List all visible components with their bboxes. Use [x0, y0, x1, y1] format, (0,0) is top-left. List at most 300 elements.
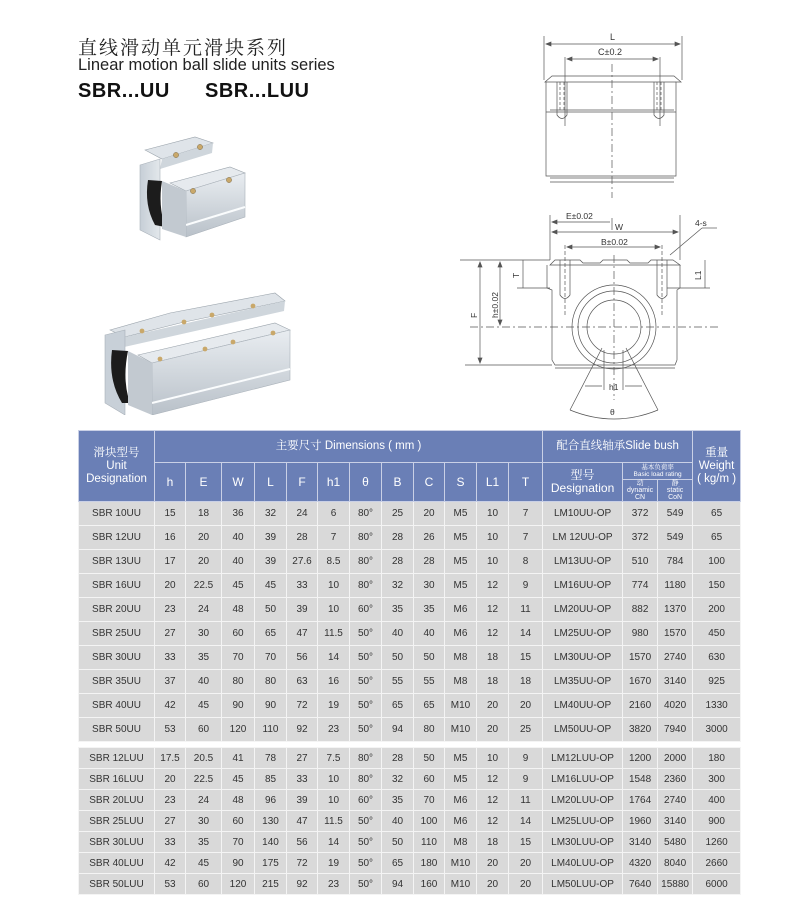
- table-cell: 65: [693, 502, 741, 526]
- cell-unit-designation: SBR 25LUU: [79, 811, 155, 832]
- table-cell: 2360: [658, 769, 693, 790]
- cell-unit-designation: SBR 40LUU: [79, 853, 155, 874]
- header-col-C: C: [414, 463, 445, 502]
- table-cell: 7640: [623, 874, 658, 895]
- table-cell: 80: [414, 718, 445, 742]
- cell-bush-designation: LM20UU-OP: [543, 598, 623, 622]
- table-cell: 80°: [350, 574, 382, 598]
- table-row-uu: [79, 550, 741, 574]
- table-cell: 53: [155, 874, 186, 895]
- specification-table: [78, 430, 741, 895]
- table-cell: 3000: [693, 718, 741, 742]
- table-cell: 10: [318, 790, 350, 811]
- header-dynamic-en: dynamic: [627, 487, 654, 494]
- cell-bush-designation: LM16LUU-OP: [543, 769, 623, 790]
- table-cell: 300: [693, 769, 741, 790]
- table-cell: 60: [186, 874, 222, 895]
- table-cell: M5: [445, 502, 477, 526]
- header-weight-en: Weight: [698, 459, 735, 472]
- table-cell: 65: [382, 694, 414, 718]
- table-cell: 27: [155, 811, 186, 832]
- table-cell: 55: [382, 670, 414, 694]
- table-cell: 11.5: [318, 622, 350, 646]
- table-cell: 50°: [350, 670, 382, 694]
- table-cell: 20: [509, 853, 543, 874]
- table-cell: 1330: [693, 694, 741, 718]
- table-cell: 50°: [350, 832, 382, 853]
- table-cell: 110: [414, 832, 445, 853]
- header-unit-en2: Designation: [86, 472, 147, 485]
- header-dynamic-cn: 动: [636, 480, 644, 487]
- header-static-en: static: [666, 487, 684, 494]
- table-cell: 7.5: [318, 748, 350, 769]
- header-col-h: h: [155, 463, 186, 502]
- cell-bush-designation: LM 12UU-OP: [543, 526, 623, 550]
- table-cell: 30: [186, 811, 222, 832]
- header-col-L1: L1: [477, 463, 509, 502]
- cell-unit-designation: SBR 35UU: [79, 670, 155, 694]
- table-cell: 37: [155, 670, 186, 694]
- label-h: h±0.02: [490, 292, 500, 318]
- table-cell: 39: [287, 790, 318, 811]
- cell-bush-designation: LM50UU-OP: [543, 718, 623, 742]
- header-col-h1: h1: [318, 463, 350, 502]
- table-cell: 3140: [658, 811, 693, 832]
- table-cell: 10: [477, 502, 509, 526]
- table-cell: 12: [477, 811, 509, 832]
- cell-bush-designation: LM30UU-OP: [543, 646, 623, 670]
- header-bush-type-cn: 型号: [570, 468, 595, 482]
- table-cell: 12: [477, 622, 509, 646]
- header-unit-en1: Unit: [106, 459, 127, 472]
- label-theta: θ: [610, 407, 615, 417]
- table-cell: 200: [693, 598, 741, 622]
- table-cell: M6: [445, 622, 477, 646]
- table-row-luu: [79, 769, 741, 790]
- table-cell: 65: [382, 853, 414, 874]
- table-cell: 60°: [350, 598, 382, 622]
- cell-bush-designation: LM35UU-OP: [543, 670, 623, 694]
- table-cell: 1548: [623, 769, 658, 790]
- table-cell: 30: [186, 622, 222, 646]
- table-row-luu: [79, 874, 741, 895]
- cell-unit-designation: SBR 25UU: [79, 622, 155, 646]
- table-cell: 15880: [658, 874, 693, 895]
- table-cell: 45: [255, 574, 287, 598]
- table-cell: M10: [445, 694, 477, 718]
- table-cell: 39: [255, 526, 287, 550]
- table-cell: 20: [186, 550, 222, 574]
- table-row-uu: [79, 670, 741, 694]
- table-cell: 180: [414, 853, 445, 874]
- header-weight-cn: 重量: [705, 446, 729, 459]
- cell-bush-designation: LM10UU-OP: [543, 502, 623, 526]
- table-cell: 72: [287, 694, 318, 718]
- table-cell: M5: [445, 550, 477, 574]
- header-weight: [693, 431, 741, 502]
- table-cell: 175: [255, 853, 287, 874]
- table-cell: 33: [155, 832, 186, 853]
- table-cell: 10: [477, 550, 509, 574]
- table-cell: 372: [623, 526, 658, 550]
- table-cell: 120: [222, 874, 255, 895]
- header-dimensions: 主要尺寸 Dimensions ( mm ): [155, 431, 543, 463]
- table-cell: 42: [155, 853, 186, 874]
- product-photo-sbr-uu: [130, 125, 280, 250]
- table-cell: M8: [445, 670, 477, 694]
- table-cell: 882: [623, 598, 658, 622]
- table-cell: 549: [658, 526, 693, 550]
- table-row-luu: [79, 748, 741, 769]
- table-cell: 47: [287, 811, 318, 832]
- table-cell: 17: [155, 550, 186, 574]
- table-cell: M5: [445, 769, 477, 790]
- table-cell: 18: [477, 832, 509, 853]
- table-cell: 85: [255, 769, 287, 790]
- table-cell: 50°: [350, 646, 382, 670]
- table-cell: 10: [477, 748, 509, 769]
- table-cell: 980: [623, 622, 658, 646]
- table-cell: 45: [186, 694, 222, 718]
- front-view-drawing: [455, 200, 725, 420]
- table-cell: 20: [477, 853, 509, 874]
- table-cell: M10: [445, 874, 477, 895]
- table-cell: 50°: [350, 811, 382, 832]
- table-cell: 70: [255, 646, 287, 670]
- table-cell: 60: [186, 718, 222, 742]
- table-cell: 3820: [623, 718, 658, 742]
- label-L: L: [610, 32, 616, 42]
- table-cell: 20: [414, 502, 445, 526]
- header-load-rating: [623, 463, 693, 502]
- series-label-luu: SBR...LUU: [205, 80, 310, 102]
- table-cell: 7: [509, 502, 543, 526]
- table-cell: 22.5: [186, 769, 222, 790]
- table-cell: 23: [155, 790, 186, 811]
- table-cell: 50°: [350, 622, 382, 646]
- table-cell: 22.5: [186, 574, 222, 598]
- table-cell: 23: [155, 598, 186, 622]
- table-cell: 4320: [623, 853, 658, 874]
- table-cell: 17.5: [155, 748, 186, 769]
- cell-unit-designation: SBR 20LUU: [79, 790, 155, 811]
- table-cell: 19: [318, 694, 350, 718]
- table-cell: 25: [382, 502, 414, 526]
- table-cell: 70: [222, 832, 255, 853]
- cell-unit-designation: SBR 30UU: [79, 646, 155, 670]
- header-col-theta: θ: [350, 463, 382, 502]
- table-cell: 50: [382, 832, 414, 853]
- cell-unit-designation: SBR 16UU: [79, 574, 155, 598]
- table-cell: 774: [623, 574, 658, 598]
- table-cell: 20: [155, 769, 186, 790]
- header-col-F: F: [287, 463, 318, 502]
- table-cell: 40: [222, 526, 255, 550]
- header-col-W: W: [222, 463, 255, 502]
- table-cell: 20: [477, 874, 509, 895]
- table-cell: 1180: [658, 574, 693, 598]
- table-cell: 400: [693, 790, 741, 811]
- table-cell: 45: [186, 853, 222, 874]
- header-static-sym: CoN: [668, 494, 683, 501]
- table-cell: 4020: [658, 694, 693, 718]
- table-cell: 30: [414, 574, 445, 598]
- table-cell: 3140: [658, 670, 693, 694]
- header-weight-unit: ( kg/m ): [697, 472, 737, 485]
- table-cell: 39: [255, 550, 287, 574]
- header-slide-bush: 配合直线轴承Slide bush: [543, 431, 693, 463]
- table-row-luu: [79, 811, 741, 832]
- table-cell: 50: [414, 646, 445, 670]
- table-cell: 9: [509, 574, 543, 598]
- table-cell: 50: [414, 748, 445, 769]
- table-cell: 24: [287, 502, 318, 526]
- table-cell: 20: [509, 694, 543, 718]
- cell-bush-designation: LM40LUU-OP: [543, 853, 623, 874]
- table-cell: 10: [477, 526, 509, 550]
- label-C: C±0.2: [598, 47, 622, 57]
- table-cell: 96: [255, 790, 287, 811]
- table-cell: 80°: [350, 550, 382, 574]
- table-row-uu: [79, 694, 741, 718]
- table-cell: 50°: [350, 874, 382, 895]
- table-cell: 9: [509, 748, 543, 769]
- header-col-B: B: [382, 463, 414, 502]
- table-cell: 50: [255, 598, 287, 622]
- table-cell: 80: [222, 670, 255, 694]
- table-cell: 90: [222, 853, 255, 874]
- table-cell: 33: [287, 574, 318, 598]
- table-cell: 56: [287, 646, 318, 670]
- table-cell: 92: [287, 718, 318, 742]
- table-cell: 90: [222, 694, 255, 718]
- table-row-uu: [79, 526, 741, 550]
- table-cell: 7: [509, 526, 543, 550]
- table-cell: 14: [318, 832, 350, 853]
- table-cell: 11.5: [318, 811, 350, 832]
- table-cell: 40: [382, 811, 414, 832]
- header-col-T: T: [509, 463, 543, 502]
- table-cell: 100: [693, 550, 741, 574]
- table-cell: 5480: [658, 832, 693, 853]
- table-cell: 40: [222, 550, 255, 574]
- cell-bush-designation: LM40UU-OP: [543, 694, 623, 718]
- table-cell: 18: [477, 670, 509, 694]
- table-cell: 70: [414, 790, 445, 811]
- table-row-uu: [79, 598, 741, 622]
- label-4s: 4-s: [695, 218, 707, 228]
- table-row-luu: [79, 790, 741, 811]
- table-cell: 80: [255, 670, 287, 694]
- table-cell: 23: [318, 718, 350, 742]
- label-L1: L1: [693, 270, 703, 280]
- table-cell: 27: [287, 748, 318, 769]
- header-unit-cn: 滑块型号: [93, 446, 140, 459]
- table-cell: 26: [414, 526, 445, 550]
- table-cell: 39: [287, 598, 318, 622]
- table-cell: 27: [155, 622, 186, 646]
- table-cell: 925: [693, 670, 741, 694]
- table-cell: 2660: [693, 853, 741, 874]
- table-cell: M10: [445, 853, 477, 874]
- table-cell: 80°: [350, 502, 382, 526]
- table-cell: 40: [414, 622, 445, 646]
- table-cell: 2000: [658, 748, 693, 769]
- table-cell: 19: [318, 853, 350, 874]
- table-cell: 35: [414, 598, 445, 622]
- table-cell: 92: [287, 874, 318, 895]
- table-cell: 20: [509, 874, 543, 895]
- table-cell: 35: [382, 790, 414, 811]
- table-cell: 35: [186, 832, 222, 853]
- table-cell: 1260: [693, 832, 741, 853]
- table-cell: 20: [477, 694, 509, 718]
- cell-unit-designation: SBR 40UU: [79, 694, 155, 718]
- table-cell: 36: [222, 502, 255, 526]
- table-cell: 8040: [658, 853, 693, 874]
- table-cell: 41: [222, 748, 255, 769]
- label-E: E±0.02: [566, 211, 593, 221]
- table-cell: 47: [287, 622, 318, 646]
- table-row-luu: [79, 832, 741, 853]
- header-load-cn: 基本负荷率: [641, 464, 674, 471]
- table-cell: 65: [693, 526, 741, 550]
- table-cell: 60: [414, 769, 445, 790]
- table-cell: 510: [623, 550, 658, 574]
- table-cell: 53: [155, 718, 186, 742]
- table-cell: 120: [222, 718, 255, 742]
- table-cell: M5: [445, 574, 477, 598]
- table-cell: 60°: [350, 790, 382, 811]
- table-cell: 27.6: [287, 550, 318, 574]
- table-cell: 14: [509, 622, 543, 646]
- table-cell: 18: [186, 502, 222, 526]
- table-cell: 1670: [623, 670, 658, 694]
- table-cell: 23: [318, 874, 350, 895]
- label-T: T: [511, 272, 521, 278]
- table-cell: 25: [509, 718, 543, 742]
- table-cell: 65: [414, 694, 445, 718]
- table-row-uu: [79, 718, 741, 742]
- table-cell: 549: [658, 502, 693, 526]
- table-cell: 784: [658, 550, 693, 574]
- table-cell: 20: [155, 574, 186, 598]
- table-cell: 900: [693, 811, 741, 832]
- cell-unit-designation: SBR 50UU: [79, 718, 155, 742]
- table-cell: 50: [382, 646, 414, 670]
- table-cell: 140: [255, 832, 287, 853]
- table-cell: 3140: [623, 832, 658, 853]
- table-cell: 50°: [350, 718, 382, 742]
- table-cell: 33: [155, 646, 186, 670]
- table-cell: M8: [445, 832, 477, 853]
- table-cell: M6: [445, 598, 477, 622]
- product-photo-sbr-luu: [100, 285, 320, 415]
- table-row-uu: [79, 622, 741, 646]
- cell-unit-designation: SBR 30LUU: [79, 832, 155, 853]
- cell-unit-designation: SBR 16LUU: [79, 769, 155, 790]
- table-cell: 15: [155, 502, 186, 526]
- table-cell: 55: [414, 670, 445, 694]
- table-cell: 18: [477, 646, 509, 670]
- table-cell: 15: [509, 832, 543, 853]
- table-cell: 10: [318, 769, 350, 790]
- table-row-uu: [79, 574, 741, 598]
- table-row-uu: [79, 502, 741, 526]
- table-cell: 20: [186, 526, 222, 550]
- cell-bush-designation: LM50LUU-OP: [543, 874, 623, 895]
- header-col-E: E: [186, 463, 222, 502]
- table-cell: 130: [255, 811, 287, 832]
- table-cell: 33: [287, 769, 318, 790]
- table-cell: 28: [414, 550, 445, 574]
- header-dynamic-sym: CN: [635, 494, 646, 501]
- table-cell: 45: [222, 574, 255, 598]
- table-cell: 35: [186, 646, 222, 670]
- table-cell: 50°: [350, 853, 382, 874]
- title-chinese: 直线滑动单元滑块系列: [78, 37, 289, 59]
- table-cell: 450: [693, 622, 741, 646]
- table-cell: 78: [255, 748, 287, 769]
- table-cell: 24: [186, 598, 222, 622]
- cell-bush-designation: LM30LUU-OP: [543, 832, 623, 853]
- table-cell: 50°: [350, 694, 382, 718]
- table-cell: 1960: [623, 811, 658, 832]
- header-bush-type-en: Designation: [550, 481, 615, 495]
- table-cell: 32: [382, 574, 414, 598]
- table-cell: 45: [222, 769, 255, 790]
- cell-unit-designation: SBR 50LUU: [79, 874, 155, 895]
- header-col-S: S: [445, 463, 477, 502]
- table-cell: 8: [509, 550, 543, 574]
- table-cell: 1370: [658, 598, 693, 622]
- cell-bush-designation: LM12LUU-OP: [543, 748, 623, 769]
- table-cell: 15: [509, 646, 543, 670]
- table-cell: 1764: [623, 790, 658, 811]
- table-cell: 11: [509, 598, 543, 622]
- table-cell: M6: [445, 790, 477, 811]
- table-cell: 150: [693, 574, 741, 598]
- label-F: F: [469, 312, 479, 318]
- cell-bush-designation: LM13UU-OP: [543, 550, 623, 574]
- table-cell: 12: [477, 790, 509, 811]
- table-cell: 60: [222, 622, 255, 646]
- label-B: B±0.02: [601, 237, 628, 247]
- cell-unit-designation: SBR 12UU: [79, 526, 155, 550]
- table-cell: 80°: [350, 748, 382, 769]
- table-cell: 24: [186, 790, 222, 811]
- table-cell: 14: [318, 646, 350, 670]
- header-bush-designation: [543, 463, 623, 502]
- table-cell: 630: [693, 646, 741, 670]
- table-cell: 2160: [623, 694, 658, 718]
- series-label-uu: SBR...UU: [78, 80, 170, 102]
- table-cell: 48: [222, 790, 255, 811]
- table-cell: 2740: [658, 790, 693, 811]
- header-static-cn: 静: [671, 480, 679, 487]
- table-cell: 16: [155, 526, 186, 550]
- table-cell: 40: [382, 622, 414, 646]
- table-cell: 20: [477, 718, 509, 742]
- table-cell: 40: [186, 670, 222, 694]
- table-cell: 1570: [623, 646, 658, 670]
- table-cell: 48: [222, 598, 255, 622]
- table-cell: M8: [445, 646, 477, 670]
- table-cell: 11: [509, 790, 543, 811]
- table-cell: 65: [255, 622, 287, 646]
- cell-bush-designation: LM25UU-OP: [543, 622, 623, 646]
- table-cell: 80°: [350, 769, 382, 790]
